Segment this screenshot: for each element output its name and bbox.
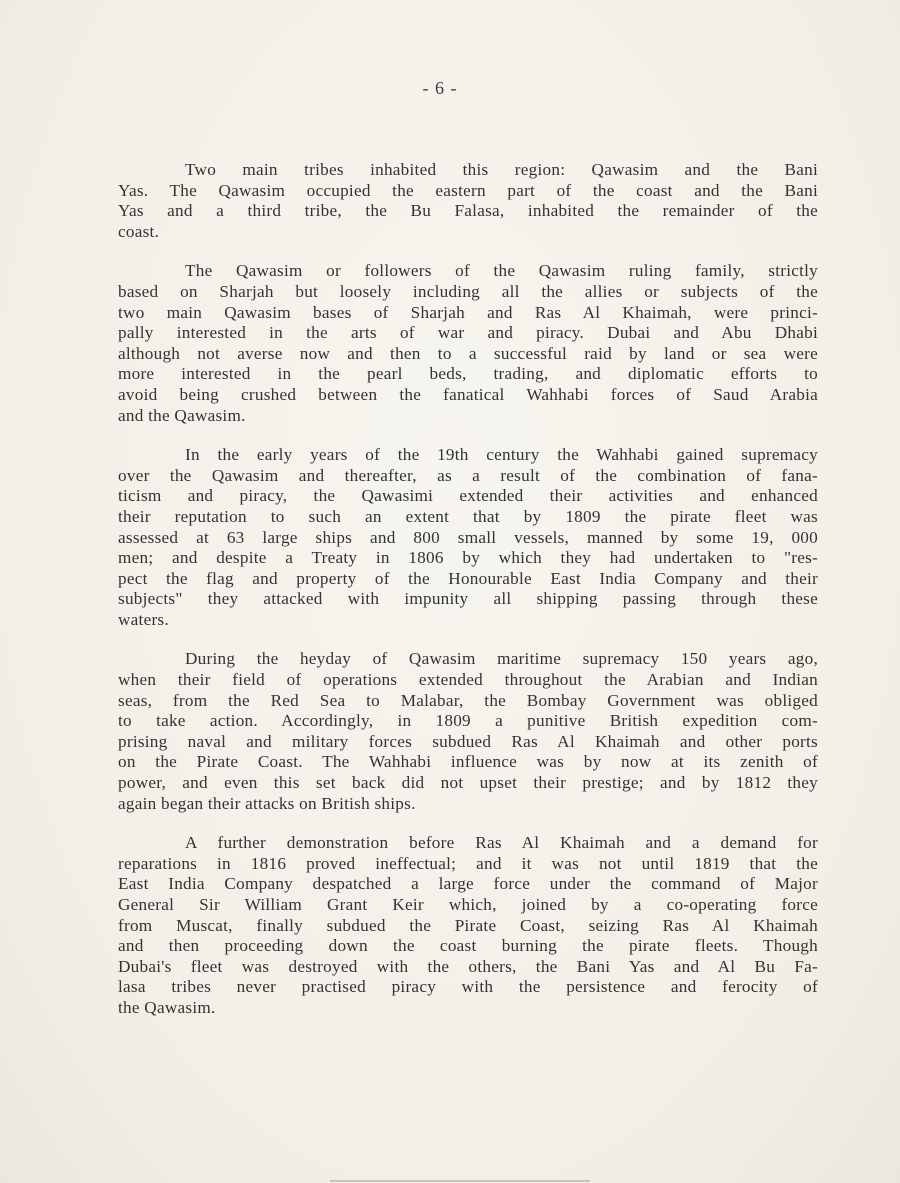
text-line: coast. xyxy=(118,221,160,241)
text-line: two main Qawasim bases of Sharjah and Ras Al Khaimah, were princi- xyxy=(118,302,818,322)
text-line: Yas. The Qawasim occupied the eastern part of the coast and the Bani xyxy=(118,180,818,200)
text-line: men; and despite a Treaty in 1806 by which they had undertaken to "res- xyxy=(118,548,818,568)
paragraph xyxy=(118,833,818,1018)
text-line: their reputation to such an extent that by 1809 the pirate fleet was xyxy=(118,506,818,526)
text-line: more interested in the pearl beds, trading, and diplomatic efforts to xyxy=(118,364,818,384)
text-line: pect the flag and property of the Honourable East India Company and their xyxy=(118,568,818,588)
text-line: based on Sharjah but loosely including all the allies or subjects of the xyxy=(118,281,818,301)
text-line: A further demonstration before Ras Al Khaimah and a demand for xyxy=(185,833,818,853)
text-line: when their field of operations extended throughout the Arabian and Indian xyxy=(118,670,818,690)
page-number: - 6 - xyxy=(422,78,458,98)
text-line: Dubai's fleet was destroyed with the others, the Bani Yas and Al Bu Fa- xyxy=(118,956,818,976)
text-line: from Muscat, finally subdued the Pirate Coast, seizing Ras Al Khaimah xyxy=(118,915,818,935)
text-line: East India Company despatched a large force under the command of Major xyxy=(118,874,818,894)
text-line: to take action. Accordingly, in 1809 a punitive British expedition com- xyxy=(118,711,818,731)
scan-edge-mark xyxy=(330,1180,590,1182)
paragraph xyxy=(118,445,818,630)
text-line: pally interested in the arts of war and piracy. Dubai and Abu Dhabi xyxy=(118,323,818,343)
text-line: power, and even this set back did not upset their prestige; and by 1812 they xyxy=(118,773,818,793)
text-line: Two main tribes inhabited this region: Qawasim and the Bani xyxy=(185,160,818,179)
body-text xyxy=(118,160,818,1038)
text-line: During the heyday of Qawasim maritime supremacy 150 years ago, xyxy=(185,649,818,669)
text-line: again began their attacks on British ships. xyxy=(118,793,416,813)
text-line: and then proceeding down the coast burning the pirate fleets. Though xyxy=(118,936,818,956)
text-line: ticism and piracy, the Qawasimi extended their activities and enhanced xyxy=(118,486,818,506)
paragraph xyxy=(118,261,818,426)
text-line: although not averse now and then to a successful raid by land or sea were xyxy=(118,343,818,363)
text-line: over the Qawasim and thereafter, as a result of the combination of fana- xyxy=(118,465,818,485)
text-line: lasa tribes never practised piracy with the persistence and ferocity of xyxy=(118,977,818,997)
text-line: In the early years of the 19th century the Wahhabi gained supremacy xyxy=(185,445,818,465)
text-line: avoid being crushed between the fanatical Wahhabi forces of Saud Arabia xyxy=(118,384,818,404)
text-line: Yas and a third tribe, the Bu Falasa, inhabited the remainder of the xyxy=(118,201,818,221)
text-line: reparations in 1816 proved ineffectual; and it was not until 1819 that the xyxy=(118,853,818,873)
text-line: General Sir William Grant Keir which, joined by a co-operating force xyxy=(118,895,818,914)
paragraph xyxy=(118,160,818,242)
text-line: waters. xyxy=(118,609,169,629)
text-line: The Qawasim or followers of the Qawasim ruling family, strictly xyxy=(185,261,818,281)
text-line: and the Qawasim. xyxy=(118,405,246,425)
text-line: subjects" they attacked with impunity all shipping passing through these xyxy=(118,589,818,609)
text-line: seas, from the Red Sea to Malabar, the Bombay Government was obliged xyxy=(118,690,818,710)
text-line: on the Pirate Coast. The Wahhabi influence was by now at its zenith of xyxy=(118,752,818,772)
text-line: the Qawasim. xyxy=(118,997,216,1017)
text-line: assessed at 63 large ships and 800 small vessels, manned by some 19, 000 xyxy=(118,527,818,547)
text-line: prising naval and military forces subdued Ras Al Khaimah and other ports xyxy=(118,731,818,751)
paragraph xyxy=(118,649,818,814)
